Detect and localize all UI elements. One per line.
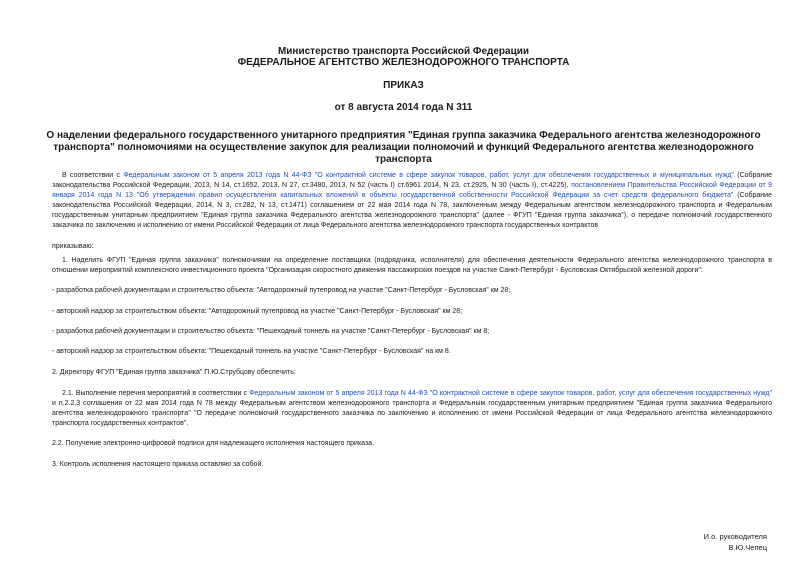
agency-name: ФЕДЕРАЛЬНОЕ АГЕНТСТВО ЖЕЛЕЗНОДОРОЖНОГО ТРАНСПОРТА [237, 57, 570, 68]
preamble-text-3: (Собрание законодательства Российской Федерации, 2014, N 3, ст.282, N 13, ст.1471) соглашением от 22 мая 2014 года N 78, заключенным между Федеральным агентством железнодорожного транспорта и Федеральным государственным унитарным предприятием "Единая группа заказчика Федерального агентства железнодорожного транспорта" (далее - ФГУП "Единая группа заказчика"), о передаче полномочий государственного заказчика по заключению и исполнению от имени Российской Федерации от лица Федерального агентства железнодорожного транспорта государственных контрактов [52, 192, 772, 229]
bullet-2: - авторский надзор за строительством объекта: "Автодорожный путепровод на участке "Санкт-Петербург - Бусловская" км 28; [52, 308, 463, 315]
preamble-text-1: В соответствии с [62, 172, 124, 179]
item-2-1 [52, 389, 772, 429]
item-1: 1. Наделить ФГУП "Единая группа заказчика" полномочиями на определение поставщика (подрядчика, исполнителя) для обеспечения деятельности Федерального агентства железнодорожного транспорта в отношении мероприятий комплексного инвестиционного проекта "Организация скоростного движения пассажирских поездов на участке Санкт-Петербург - Бусловская Октябрьской железной дороги": [52, 257, 772, 274]
bullet-3: - разработка рабочей документации и строительство объекта: "Пешеходный тоннель на участке "Санкт-Петербург - Бусловская" км 8; [52, 328, 490, 335]
document-type: ПРИКАЗ [383, 80, 424, 91]
ministry-name: Министерство транспорта Российской Федерации [277, 46, 530, 57]
preamble-paragraph [52, 171, 772, 231]
signature-name: В.Ю.Чепец [728, 543, 767, 552]
signature-position: И.о. руководителя [703, 532, 767, 541]
item-2-2: 2.2. Получение электронно-цифровой подписи для надлежащего исполнения настоящего приказа. [52, 440, 375, 447]
preamble-text-2: (Собрание законодательства Российской Федерации, 2013, N 14, ст.1652, 2013, N 27, ст.3480, 2013, N 52 (часть I) ст.6961 2014, N 23, ст.2925, N 30 (часть I), ст.4225), [52, 172, 772, 189]
law-44fz-link-2[interactable]: Федеральным законом от 5 апреля 2013 года N 44-ФЗ "О контрактной системе в сфере закупок товаров, работ, услуг для обеспечения государственных нужд" [249, 390, 772, 397]
document-date: от 8 августа 2014 года N 311 [334, 102, 473, 113]
order-word: приказываю: [52, 243, 94, 250]
government-decree-link[interactable]: постановлением Правительства Российской Федерации от 9 января 2014 года N 13 "Об утверждении правил осуществления капитальных вложений в объекты государственной собственности Российской Федерации за счет средств федерального бюджета" [52, 182, 772, 199]
bullet-4: - авторский надзор за строительством объекта: "Пешеходный тоннель на участке "Санкт-Петербург - Бусловская" на км 8. [52, 348, 451, 355]
bullet-1: - разработка рабочей документации и строительство объекта: "Автодорожный путепровод на участке "Санкт-Петербург - Бусловская" км 28; [52, 287, 511, 294]
document-title: О наделении федерального государственного унитарного предприятия "Единая группа заказчика Федерального агентства железнодорожного транспорта" полномочиями на осуществление закупок для реализации полномочий и функций Федерального агентства железнодорожного транспорта [46, 130, 761, 165]
item-2: 2. Директору ФГУП "Единая группа заказчика" П.Ю.Струбцову обеспечить: [52, 369, 296, 376]
item-2-1-text-2: и п.2.2.3 соглашения от 22 мая 2014 года N 78 между Федеральным агентством железнодорожного транспорта и Федеральным государственным унитарным предприятием "Единая группа заказчика Федерального агентства железнодорожного транспорта" "О передаче полномочий государственного заказчика по заключению и исполнению от имени Российской Федерации от лица Федерального агентства железнодорожного транспорта государственных контрактов". [52, 400, 772, 427]
law-44fz-link[interactable]: Федеральным законом от 5 апреля 2013 года N 44-ФЗ "О контрактной системе в сфере закупок товаров, работ, услуг для обеспечения государственных и муниципальных нужд" [123, 172, 734, 179]
item-3: 3. Контроль исполнения настоящего приказа оставляю за собой. [52, 461, 264, 468]
item-2-1-text-1: 2.1. Выполнение перечня мероприятий в соответствии с [62, 390, 250, 397]
